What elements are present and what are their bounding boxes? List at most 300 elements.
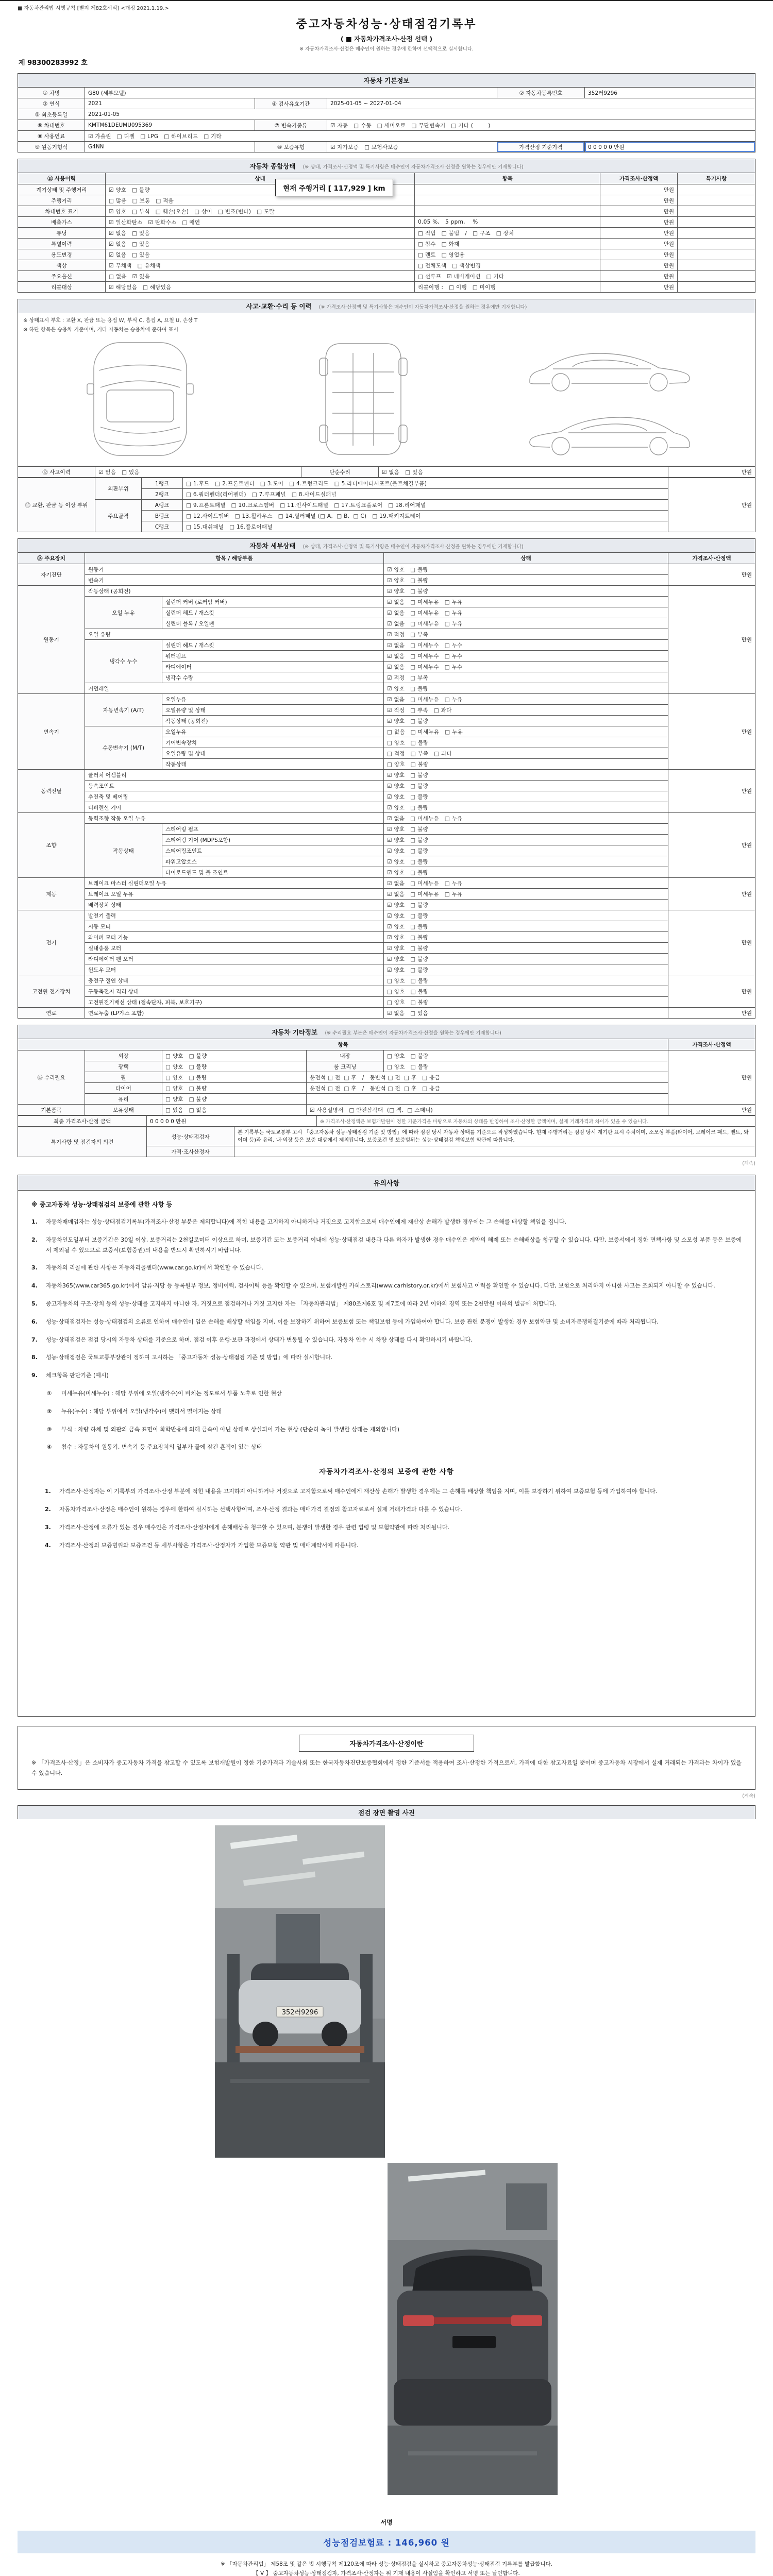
detail-row	[18, 932, 755, 943]
detail-row	[18, 824, 755, 835]
detail-table-body	[18, 564, 755, 1019]
detail-item-label: 시동 모터	[85, 921, 384, 932]
detail-item-label: 스티어링 기어 (MDPS포함)	[162, 835, 384, 845]
detail-item-label: 스티어링조인트	[162, 845, 384, 856]
status-code-legend: ※ 상태표시 부호 : 교환 X, 판금 또는 용접 W, 부식 C, 흠집 A, 요철 U, 손상 T	[23, 318, 198, 324]
final-price-label: 최종 가격조사·산정 금액	[18, 1116, 147, 1127]
section-detail-title: 자동차 세부상태	[249, 542, 296, 550]
comp-row-note	[678, 228, 755, 239]
detail-item-label: 배력장치 상태	[85, 900, 384, 910]
detail-item-state: ☑ 적정 □ 부족 □ 과다	[384, 705, 668, 716]
document-number: 제 98300283992 호	[19, 59, 88, 67]
room-cleaning-checks: □ 양호 □ 불량	[384, 1061, 668, 1072]
inspection-photo-lift	[215, 1825, 385, 2158]
detail-row	[18, 564, 755, 575]
notice-item	[31, 1406, 742, 1417]
basic-info-table	[18, 87, 755, 152]
price-notice-block	[31, 1466, 742, 1662]
notice-item	[31, 1217, 742, 1227]
car-name-value: G80 (세부모델)	[85, 88, 497, 98]
notice-item	[31, 1335, 742, 1345]
detail-group-label: 원동기	[18, 586, 85, 694]
detail-row	[18, 997, 755, 1008]
accident-price: 만원	[668, 467, 755, 478]
comp-col-price: 가격조사·산정액	[600, 173, 678, 184]
detail-item-state: ☑ 양호 □ 불량	[384, 716, 668, 726]
tire-position-checks: 운전석 □ 전 □ 후 / 동반석 □ 전 □ 후 □ 응급	[307, 1083, 668, 1094]
notice-item-number: ①	[47, 1389, 52, 1397]
notice-item-number: 3.	[31, 1264, 38, 1272]
comp-col-note: 특기사항	[678, 173, 755, 184]
comp-row-extra: □ 선루프 ☑ 네비게이션 □ 기타	[415, 271, 600, 282]
comp-row-extra	[415, 195, 600, 206]
detail-row	[18, 1008, 755, 1019]
comp-row-extra: □ 적법 □ 불법 / □ 구조 □ 장치	[415, 228, 600, 239]
detail-row	[18, 813, 755, 824]
registration-number-value: 352러9296	[585, 88, 755, 98]
possession-checks: □ 있음 □ 없음	[162, 1105, 307, 1115]
detail-item-label: 라디에이터	[162, 662, 384, 672]
detail-item-state: □ 양호 □ 불량	[384, 759, 668, 770]
notice-body	[18, 1191, 755, 1716]
exchange-panel-table	[18, 478, 755, 532]
detail-row	[18, 683, 755, 694]
detail-header-row	[18, 553, 755, 564]
comp-row	[18, 206, 755, 217]
detail-item-label: 오일유량 및 상태	[162, 705, 384, 716]
exchange-price: 만원	[668, 478, 755, 532]
misc-row	[18, 1105, 755, 1115]
detail-item-state: ☑ 양호 □ 불량	[384, 964, 668, 975]
footer-line2: 【 V 】 중고자동차성능·상태점검자, 가격조사·산정자는 위 기재 내용이 사실임을 확인하고 서명 또는 날인합니다.	[253, 2570, 520, 2576]
comp-row-state: ☑ 양호 □ 부식 □ 훼손(오손) □ 상이 □ 변조(변타) □ 도말	[106, 206, 415, 217]
notice-subtitle: ※ 중고자동차 성능·상태점검의 보증에 관한 사항 등	[31, 1201, 173, 1208]
comp-row-label: 주행거리	[18, 195, 106, 206]
detail-row	[18, 986, 755, 997]
car-diagram-row	[23, 334, 750, 465]
comp-row-label: 특별이력	[18, 239, 106, 249]
detail-item-label: 작동상태 (공회전)	[162, 716, 384, 726]
section-comp-header	[18, 159, 755, 173]
frame-label: 주요골격	[95, 500, 142, 532]
empty-cell	[307, 1094, 668, 1105]
detail-item-label: 브레이크 오일 누유	[85, 889, 384, 900]
comp-row-price: 만원	[600, 195, 678, 206]
page-subtitle: ( ■ 자동차가격조사·산정 선택 )	[340, 35, 433, 43]
comp-row-state: ☑ 없음 □ 있음	[106, 249, 415, 260]
detail-item-state: ☑ 없음 □ 미세누유 □ 누유	[384, 694, 668, 705]
detail-col-price: 가격조사·산정액	[668, 553, 755, 564]
detail-item-state: ☑ 양호 □ 불량	[384, 921, 668, 932]
misc-col-item: 항목	[18, 1039, 668, 1050]
appraiser-label: 가격·조사산정자	[147, 1146, 234, 1157]
comp-row-note	[678, 184, 755, 195]
comp-row-label: 용도변경	[18, 249, 106, 260]
notice-item-number: ③	[47, 1426, 52, 1433]
interior-label: 내장	[307, 1050, 384, 1061]
detail-item-label: 변속기	[85, 575, 384, 586]
detail-item-state: ☑ 적정 □ 부족	[384, 629, 668, 640]
inspection-period-value: 2025-01-05 ~ 2027-01-04	[327, 98, 755, 109]
detail-item-label: 실내송풍 모터	[85, 943, 384, 954]
detail-item-label: 발전기 출력	[85, 910, 384, 921]
field-label: ② 자동차등록번호	[497, 88, 585, 98]
rankA-items: □ 9.프론트패널 □ 10.크로스멤버 □ 11.인사이드패널 □ 17.트렁크플로어 □ 18.리어패널	[183, 500, 668, 511]
price-notice-item-text: 가격조사·산정자는 이 기록부의 가격조사·산정 부분에 적힌 내용을 고지하지 아니하거나 거짓으로 고지함으로써 매수인에게 재산상 손해가 발생한 경우에는 그 손해를 배상할 책임을 지며, 이를 보장하기 위하여 보증보험 등에 가입하여야 합니다.	[59, 1488, 658, 1495]
comp-row	[18, 239, 755, 249]
car-side-view-left-diagram	[522, 339, 697, 396]
glass-checks: □ 양호 □ 불량	[162, 1094, 307, 1105]
price-notice-item-number: 4.	[45, 1541, 51, 1549]
detail-col-item: 항목 / 해당부품	[85, 553, 384, 564]
repair-price: 만원	[668, 1050, 755, 1105]
detail-row	[18, 943, 755, 954]
comp-row-note	[678, 206, 755, 217]
detail-item-label: 오일유량 및 상태	[162, 748, 384, 759]
notice-item-text: 자동차매매업자는 성능·상태점검기록부(가격조사·산정 부분은 제외합니다)에 적힌 내용을 고지하지 아니하거나 거짓으로 고지함으로써 매수인에게 재산상 손해가 발생한 경우에는 그 손해를 배상할 책임을 집니다.	[46, 1218, 566, 1225]
comp-row-label: 계기상태 및 주행거리	[18, 184, 106, 195]
comp-row	[18, 228, 755, 239]
repair-needed-label: ⑮ 수리필요	[18, 1050, 85, 1105]
price-notice-item	[45, 1540, 728, 1551]
comp-row-state: ☑ 무채색 □ 유채색	[106, 260, 415, 271]
detail-item-label: 기어변속장치	[162, 737, 384, 748]
rankB-items: □ 12.사이드멤버 □ 13.휠하우스 □ 14.필러패널 (□ A, □ B, □ C) □ 19.패키지트레이	[183, 511, 668, 521]
detail-item-state: ☑ 없음 □ 미세누유 □ 누유	[384, 607, 668, 618]
notice-item-number: 4.	[31, 1282, 38, 1290]
comp-row-state: □ 많음 □ 보통 □ 적음	[106, 195, 415, 206]
definition-box	[18, 1726, 755, 1790]
detail-item-label: 작동상태 (공회전)	[85, 586, 384, 597]
opinion-header: 특기사항 및 점검자의 의견	[18, 1127, 147, 1157]
detail-row	[18, 586, 755, 597]
detail-item-state: □ 없음 □ 미세누유 □ 누유	[384, 726, 668, 737]
detail-item-state: ☑ 양호 □ 불량	[384, 954, 668, 964]
notice-item-number: 2.	[31, 1236, 38, 1243]
exchange-row	[18, 478, 755, 489]
detail-group-price: 만원	[668, 975, 755, 1008]
car-underbody-diagram	[304, 338, 423, 460]
detail-table	[18, 552, 755, 1019]
detail-item-state: ☑ 없음 □ 미세누유 □ 누유	[384, 813, 668, 824]
inspector-comment: 본 기록부는 국토교통부 고시 「중고자동차 성능·상태점검 기준 및 방법」에 따라 점검 당시 자동차 상태를 기준으로 작성하였습니다. 현재 주행거리는 점검 당시 계기판 표시 수치이며, 소모성 부품(타이어, 브레이크 패드, 벨트, 와이퍼 등)과 유리, 내·외장 등은 보증 대상에서 제외됩니다. 보증조건 및 보증범위는 성능·상태점검 책임보험 약관에 따릅니다.	[234, 1127, 755, 1146]
detail-item-label: 디퍼렌셜 기어	[85, 802, 384, 813]
basic-row	[18, 131, 755, 142]
detail-item-state: ☑ 적정 □ 부족	[384, 672, 668, 683]
notice-item	[31, 1235, 742, 1256]
signature-band	[18, 2531, 755, 2553]
detail-group-price: 만원	[668, 878, 755, 910]
detail-row	[18, 629, 755, 640]
notice-item	[31, 1442, 742, 1452]
car-side-views	[522, 339, 697, 460]
insurance-fee-text: 성능점검보험료 : 146,960 원	[323, 2537, 450, 2548]
detail-item-state: ☑ 양호 □ 불량	[384, 932, 668, 943]
notice-item-text: 자동차인도일부터 보증기간은 30일 이상, 보증거리는 2천킬로미터 이상으로 하며, 보증기간 또는 보증거리 이내에 성능·상태점검 내용과 다른 하자가 발생한 경우 매수인은 계약의 해제 또는 손해배상을 청구할 수 있습니다. 다만, 보증서에서 정한 면책사항 및 소모성 부품 등은 보증에서 제외될 수 있으므로 보증서(보험증권)의 내용을 반드시 확인하시기 바랍니다.	[46, 1236, 742, 1253]
footer-line1: ※ 「자동차관리법」 제58조 및 같은 법 시행규칙 제120조에 따라 성능·상태점검을 실시하고 중고자동차성능·상태점검 기록부를 발급합니다.	[220, 2561, 553, 2567]
detail-group-price: 만원	[668, 910, 755, 975]
detail-item-label: 오일 유량	[85, 629, 384, 640]
accident-history-row	[18, 467, 755, 478]
section-basic-title: 자동차 기본정보	[363, 77, 410, 84]
appraiser-comment	[234, 1146, 755, 1157]
comp-row-note	[678, 282, 755, 293]
comp-row-price: 만원	[600, 217, 678, 228]
misc-row	[18, 1094, 755, 1105]
detail-item-label: 클러치 어셈블리	[85, 770, 384, 781]
basic-row	[18, 142, 755, 152]
detail-row	[18, 781, 755, 791]
section-detail-note: (※ 상태, 가격조사·산정액 및 특기사항은 매수인이 자동차가격조사·산정을 원하는 경우에만 기재합니다)	[303, 544, 524, 550]
comp-table-body	[18, 184, 755, 293]
accident-history-label: ⑫ 사고이력	[18, 467, 95, 478]
detail-subgroup-label: 작동상태	[85, 824, 162, 878]
notice-item-number: ④	[47, 1444, 52, 1451]
photo-zone	[18, 1819, 755, 2510]
detail-subgroup-label: 냉각수 누수	[85, 640, 162, 683]
comp-row-price: 만원	[600, 184, 678, 195]
comp-row-price: 만원	[600, 271, 678, 282]
detail-group-label: 자기진단	[18, 564, 85, 586]
rankC-label: C랭크	[142, 521, 183, 532]
comp-row-extra: □ 렌트 □ 영업용	[415, 249, 600, 260]
detail-item-state: ☑ 없음 □ 미세누유 □ 누유	[384, 618, 668, 629]
page-title: 중고자동차성능·상태점검기록부	[296, 18, 477, 31]
notice-item	[31, 1370, 742, 1381]
detail-row	[18, 975, 755, 986]
signature-label: 서명	[380, 2518, 393, 2526]
final-price-value: 0 0 0 0 0 만원	[147, 1116, 317, 1127]
detail-subgroup-label: 자동변속기 (A/T)	[85, 694, 162, 726]
detail-item-label: 동력조향 작동 오일 누유	[85, 813, 384, 824]
detail-item-state: ☑ 양호 □ 불량	[384, 586, 668, 597]
inspector-label: 성능·상태점검자	[147, 1127, 234, 1146]
comp-col-state: 상태	[106, 173, 415, 184]
section-misc-header	[18, 1025, 755, 1039]
detail-col-group: ⑭ 주요장치	[18, 553, 85, 564]
detail-item-label: 구동축전지 격리 상태	[85, 986, 384, 997]
field-label: ⑦ 변속기종류	[255, 120, 327, 131]
detail-item-label: 라디에이터 팬 모터	[85, 954, 384, 964]
vin-value: KMTM61DEUMU095369	[85, 120, 255, 131]
notice-items	[31, 1217, 742, 1452]
inspection-photo-rear	[388, 2163, 558, 2495]
detail-item-state: ☑ 양호 □ 불량	[384, 856, 668, 867]
notice-item-text: 성능·상태점검은 점검 당시의 자동차 상태를 기준으로 하며, 점검 이후 운행·보관 과정에서 상태가 변동될 수 있습니다. 자동차 인수 시 차량 상태를 다시 확인하시기 바랍니다.	[46, 1336, 473, 1343]
wheel-position-checks: 운전석 □ 전 □ 후 / 동반석 □ 전 □ 후 □ 응급	[307, 1072, 668, 1083]
detail-item-state: ☑ 없음 □ 미세누수 □ 누수	[384, 640, 668, 651]
detail-item-state: ☑ 양호 □ 불량	[384, 845, 668, 856]
comp-row-price: 만원	[600, 206, 678, 217]
notice-title: 유의사항	[18, 1175, 755, 1191]
detail-row	[18, 910, 755, 921]
price-notice-item-text: 가격조사·산정에 오류가 있는 경우 매수인은 가격조사·산정자에게 손해배상을 청구할 수 있으며, 분쟁이 발생한 경우 관련 법령 및 보험약관에 따라 처리됩니다.	[59, 1523, 449, 1531]
exchange-label: ⑬ 교환, 판금 등 이상 부위	[18, 478, 95, 532]
room-cleaning-label: 룸 크리닝	[307, 1061, 384, 1072]
possession-label: 보유상태	[85, 1105, 162, 1115]
notice-item-number: 7.	[31, 1336, 38, 1343]
detail-row	[18, 878, 755, 889]
detail-group-price: 만원	[668, 770, 755, 813]
detail-subgroup-label: 수동변속기 (M/T)	[85, 726, 162, 770]
final-price-note: ※ 가격조사·산정액은 보험개발원이 정한 기준가격을 바탕으로 자동차의 상태를 반영하여 조사·산정한 금액이며, 실제 거래가격과 차이가 있을 수 있습니다.	[317, 1116, 755, 1127]
price-notice-title: 자동차가격조사·산정의 보증에 관한 사항	[319, 1468, 454, 1477]
section-accident-header	[18, 299, 755, 313]
definition-text: ※ 「가격조사·산정」은 소비자가 중고자동차 가격을 참고할 수 있도록 보험개발원이 정한 기준가격과 기술사회 또는 한국자동차진단보증협회에서 정한 기준서를 적용하여 조사·산정한 가격으로서, 가격에 대한 참고자료일 뿐이며 중고자동차 시장에서 실제 거래되는 가격과는 차이가 있을 수 있습니다.	[31, 1759, 742, 1777]
warranty-type-checks: ☑ 자가보증 □ 보험사보증	[327, 142, 497, 152]
rankC-items: □ 15.대쉬패널 □ 16.플로어패널	[183, 521, 668, 532]
detail-item-state: ☑ 양호 □ 불량	[384, 835, 668, 845]
detail-row	[18, 575, 755, 586]
detail-item-state: □ 양호 □ 불량	[384, 975, 668, 986]
detail-item-label: 워터펌프	[162, 651, 384, 662]
detail-item-state: □ 양호 □ 불량	[384, 737, 668, 748]
comp-row	[18, 271, 755, 282]
misc-col-price: 가격조사·산정액	[668, 1039, 755, 1050]
detail-group-label: 변속기	[18, 694, 85, 770]
comp-row-extra	[415, 206, 600, 217]
detail-item-label: 실린더 커버 (로커암 커버)	[162, 597, 384, 607]
comp-row	[18, 249, 755, 260]
opinion-row	[18, 1127, 755, 1146]
rankB-label: B랭크	[142, 511, 183, 521]
detail-row	[18, 889, 755, 900]
transmission-type-checks: ☑ 자동 □ 수동 □ 세미오토 □ 무단변속기 □ 기타 ( )	[327, 120, 755, 131]
field-label: ④ 검사유효기간	[255, 98, 327, 109]
notice-item-text: 자동차365(www.car365.go.kr)에서 압류·저당 등 등록원부 정보, 정비이력, 검사이력 등을 확인할 수 있으며, 보험개발원 카히스토리(www.carhistory.or.kr)에서 보험사고 이력을 확인할 수 있습니다. 다만, 보험으로 처리하지 아니한 사고는 조회되지 아니할 수 있습니다.	[46, 1282, 715, 1290]
section-comp-title: 자동차 종합상태	[249, 162, 296, 170]
field-label: ③ 연식	[18, 98, 85, 109]
comp-row-price: 만원	[600, 239, 678, 249]
comp-row-note	[678, 271, 755, 282]
car-side-view-right-diagram	[522, 403, 697, 460]
page-footer	[18, 2560, 755, 2576]
detail-group-label: 동력전달	[18, 770, 85, 813]
notice-item-text: 중고자동차의 구조·장치 등의 성능·상태를 고지하지 아니한 자, 거짓으로 점검하거나 거짓 고지한 자는 「자동차관리법」 제80조제6호 및 제7호에 따라 2년 이하의 징역 또는 2천만원 이하의 벌금에 처합니다.	[46, 1300, 557, 1307]
comp-row-extra: □ 침수 □ 화재	[415, 239, 600, 249]
first-registration-value: 2021-01-05	[85, 109, 755, 120]
comp-row-label: 주요옵션	[18, 271, 106, 282]
field-label: ⑥ 차대번호	[18, 120, 85, 131]
field-label: ⑤ 최초등록일	[18, 109, 85, 120]
detail-item-label: 실린더 블록 / 오일팬	[162, 618, 384, 629]
detail-col-state: 상태	[384, 553, 668, 564]
basic-row	[18, 120, 755, 131]
form-reference: ■ 자동차관리법 시행규칙 [별지 제82호서식] <개정 2021.1.19.>	[18, 6, 169, 11]
field-label: ⑨ 원동기형식	[18, 142, 85, 152]
continue-marker: (계속)	[742, 1793, 755, 1799]
detail-item-state: □ 양호 □ 불량	[384, 986, 668, 997]
misc-row	[18, 1072, 755, 1083]
section-accident-title: 사고·교환·수리 등 이력	[246, 302, 312, 310]
detail-item-state: ☑ 양호 □ 불량	[384, 683, 668, 694]
detail-row	[18, 770, 755, 781]
final-price-row	[18, 1116, 755, 1127]
comp-row	[18, 195, 755, 206]
detail-row	[18, 964, 755, 975]
price-notice-item-text: 자동차가격조사·산정은 매수인이 원하는 경우에 한하여 실시하는 선택사항이며, 조사·산정 결과는 매매가격 결정의 참고자료로서 실제 거래가격과 다를 수 있습니다.	[59, 1505, 462, 1513]
notice-item-text: 부식 : 차량 하체 및 외판의 금속 표면이 화학반응에 의해 금속이 아닌 상태로 상실되어 가는 현상 (단순히 녹이 발생한 상태는 제외합니다)	[61, 1426, 400, 1433]
section-detail-header	[18, 538, 755, 552]
tire-checks: □ 양호 □ 불량	[162, 1083, 307, 1094]
comp-row	[18, 282, 755, 293]
detail-row	[18, 597, 755, 607]
comp-row-label: 차대번호 표기	[18, 206, 106, 217]
detail-group-label: 조향	[18, 813, 85, 878]
detail-group-label: 제동	[18, 878, 85, 910]
comp-row-price: 만원	[600, 228, 678, 239]
interior-checks: □ 양호 □ 불량	[384, 1050, 668, 1061]
price-notice-items	[45, 1486, 728, 1550]
comp-row-label: 색상	[18, 260, 106, 271]
comp-row-note	[678, 249, 755, 260]
detail-item-label: 와이퍼 모터 기능	[85, 932, 384, 943]
accident-history-table	[18, 466, 755, 478]
polish-label: 광택	[85, 1061, 162, 1072]
notice-item	[31, 1388, 742, 1399]
basic-row	[18, 109, 755, 120]
exterior-checks: □ 양호 □ 불량	[162, 1050, 307, 1061]
comp-row-extra: 리콜이행 : □ 이행 □ 미이행	[415, 282, 600, 293]
notice-item-text: 체크항목 판단기준 (예시)	[46, 1372, 109, 1379]
comp-row-state: □ 없음 ☑ 있음	[106, 271, 415, 282]
page-content	[18, 1, 755, 2576]
exchange-row	[18, 500, 755, 511]
detail-item-state: ☑ 양호 □ 불량	[384, 943, 668, 954]
detail-item-label: 추진축 및 베어링	[85, 791, 384, 802]
comp-row-price: 만원	[600, 260, 678, 271]
exterior-label: 외장	[85, 1050, 162, 1061]
detail-group-price: 만원	[668, 694, 755, 770]
detail-item-label: 등속조인트	[85, 781, 384, 791]
misc-row	[18, 1050, 755, 1061]
notice-item-number: 6.	[31, 1318, 38, 1325]
basic-items-checks: ☑ 사용설명서 □ 안전삼각대 (□ 잭, □ 스패너)	[307, 1105, 668, 1115]
detail-item-label: 스티어링 펌프	[162, 824, 384, 835]
detail-item-state: ☑ 양호 □ 불량	[384, 575, 668, 586]
detail-item-label: 실린더 헤드 / 개스킷	[162, 607, 384, 618]
price-notice-item-number: 2.	[45, 1505, 51, 1513]
section-photos-title: 점검 장면 촬영 사진	[358, 1808, 415, 1817]
detail-group-price: 만원	[668, 564, 755, 586]
notice-item-text: 성능·상태점검자는 성능·상태점검의 오류로 인하여 매수인이 입은 손해를 배상할 책임을 지며, 이를 보장하기 위하여 보증보험 또는 책임보험 등에 가입하여야 합니다. 보증 관련 분쟁이 발생한 경우 보험약관 및 소비자분쟁해결기준에 따라 처리됩니다.	[46, 1318, 659, 1325]
glass-label: 유리	[85, 1094, 162, 1105]
basic-items-label: 기본품목	[18, 1105, 85, 1115]
detail-item-state: ☑ 없음 □ 미세누유 □ 누유	[384, 889, 668, 900]
detail-row	[18, 694, 755, 705]
outer-panel-label: 외판부위	[95, 478, 142, 500]
comp-row	[18, 217, 755, 228]
detail-item-state: ☑ 양호 □ 불량	[384, 770, 668, 781]
rank1-label: 1랭크	[142, 478, 183, 489]
notice-item-text: 자동차의 리콜에 관한 사항은 자동차리콜센터(www.car.go.kr)에서 확인할 수 있습니다.	[46, 1264, 263, 1272]
model-year-value: 2021	[85, 98, 255, 109]
detail-item-state: ☑ 없음 □ 있음	[384, 1008, 668, 1019]
comp-row-note	[678, 260, 755, 271]
notice-item	[31, 1299, 742, 1309]
accident-diagram-area	[18, 313, 755, 466]
comp-row-state: ☑ 없음 □ 있음	[106, 239, 415, 249]
detail-row	[18, 791, 755, 802]
detail-item-label: 타이로드엔드 및 볼 조인트	[162, 867, 384, 878]
continue-marker: (계속)	[742, 1161, 755, 1166]
detail-item-label: 윈도우 모터	[85, 964, 384, 975]
detail-item-label: 고전원전기배선 상태 (접속단자, 피복, 보호기구)	[85, 997, 384, 1008]
detail-item-state: □ 양호 □ 불량	[384, 997, 668, 1008]
notice-item	[31, 1317, 742, 1327]
comp-row-state: ☑ 없음 □ 있음	[106, 228, 415, 239]
comp-col-item: 항목	[415, 173, 600, 184]
